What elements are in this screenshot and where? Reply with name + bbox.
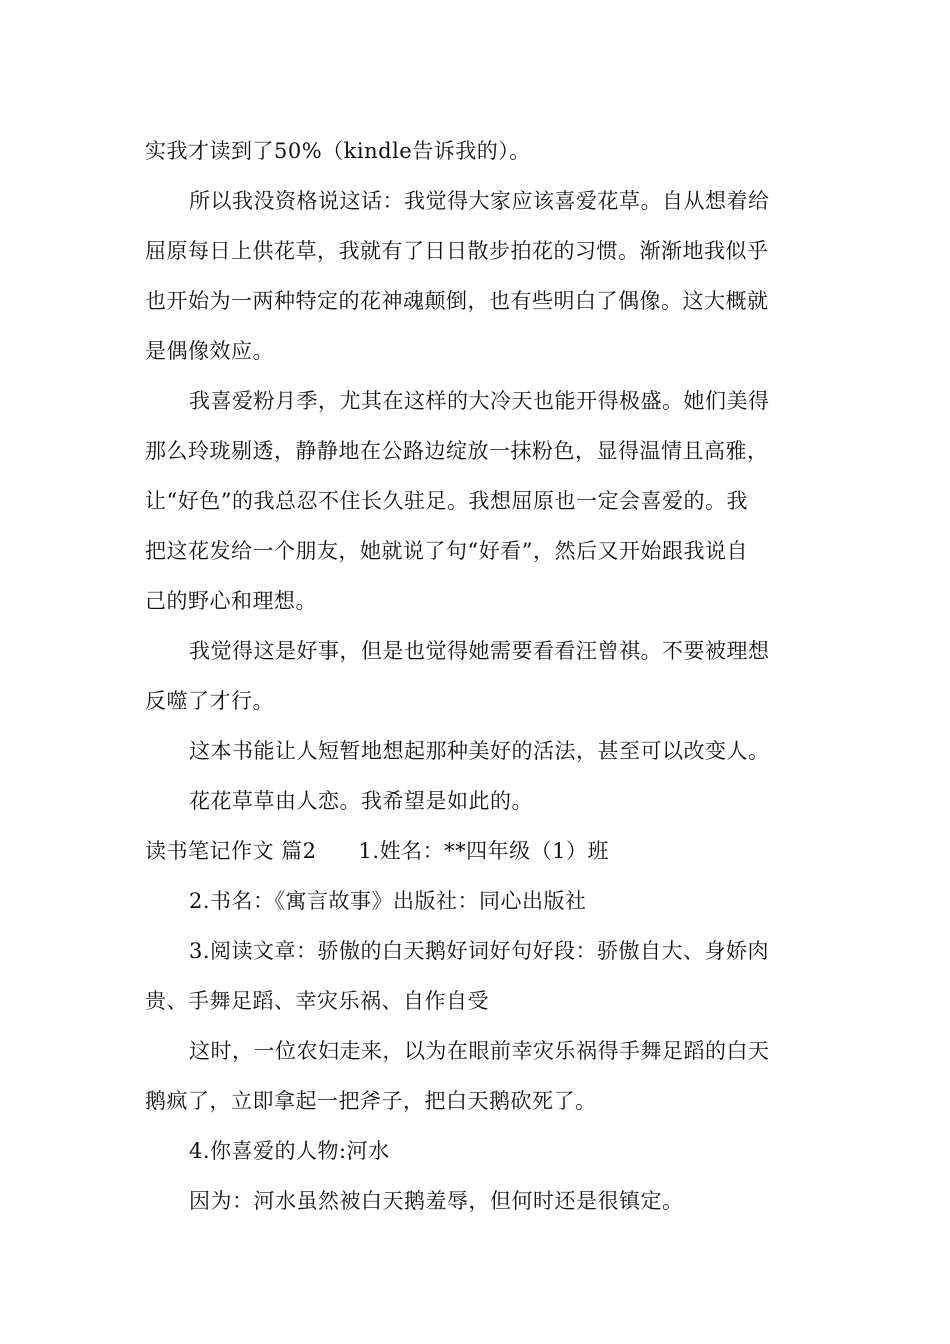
text-line: 反噬了才行。: [145, 689, 274, 713]
text-line: 那么玲珑剔透，静静地在公路边绽放一抹粉色，显得温情且高雅，: [145, 439, 769, 463]
section-title: 读书笔记作文 篇2: [145, 839, 317, 863]
text-line: 让“好色”的我总忍不住长久驻足。我想屈原也一定会喜爱的。我: [145, 489, 748, 513]
text-line: 鹅疯了，立即拿起一把斧子，把白天鹅砍死了。: [145, 1089, 597, 1113]
text-line: 2.书名：《寓言故事》出版社：同心出版社: [189, 889, 587, 913]
text-line: 屈原每日上供花草，我就有了日日散步拍花的习惯。渐渐地我似乎: [145, 239, 769, 263]
text-line: 己的野心和理想。: [145, 589, 317, 613]
section-heading-line: [145, 826, 810, 876]
text-line: 这时，一位农妇走来，以为在眼前幸灾乐祸得手舞足蹈的白天: [189, 1039, 770, 1063]
text-line: 我喜爱粉月季，尤其在这样的大冷天也能开得极盛。她们美得: [189, 389, 770, 413]
text-line: 花花草草由人恋。我希望是如此的。: [189, 789, 533, 813]
text-line: 所以我没资格说这话：我觉得大家应该喜爱花草。自从想着给: [189, 189, 770, 213]
text-line: 把这花发给一个朋友，她就说了句“好看”，然后又开始跟我说自: [145, 539, 748, 563]
text-line: 因为：河水虽然被白天鹅羞辱，但何时还是很镇定。: [189, 1189, 684, 1213]
section-first-item: 1.姓名：**四年级（1）班: [358, 839, 609, 863]
document-body: [145, 126, 810, 1226]
text-line: 这本书能让人短暂地想起那种美好的活法，甚至可以改变人。: [189, 739, 770, 763]
text-line: 4.你喜爱的人物:河水: [189, 1139, 390, 1163]
text-line: 实我才读到了50%（kindle告诉我的）。: [145, 139, 531, 163]
text-line: 3.阅读文章：骄傲的白天鹅好词好句好段：骄傲自大、身娇肉: [189, 939, 770, 963]
text-line: 贵、手舞足蹈、幸灾乐祸、自作自受: [145, 989, 489, 1013]
text-line: 我觉得这是好事，但是也觉得她需要看看汪曾祺。不要被理想: [189, 639, 770, 663]
text-line: 也开始为一两种特定的花神魂颠倒，也有些明白了偶像。这大概就: [145, 289, 769, 313]
text-line: 是偶像效应。: [145, 339, 274, 363]
